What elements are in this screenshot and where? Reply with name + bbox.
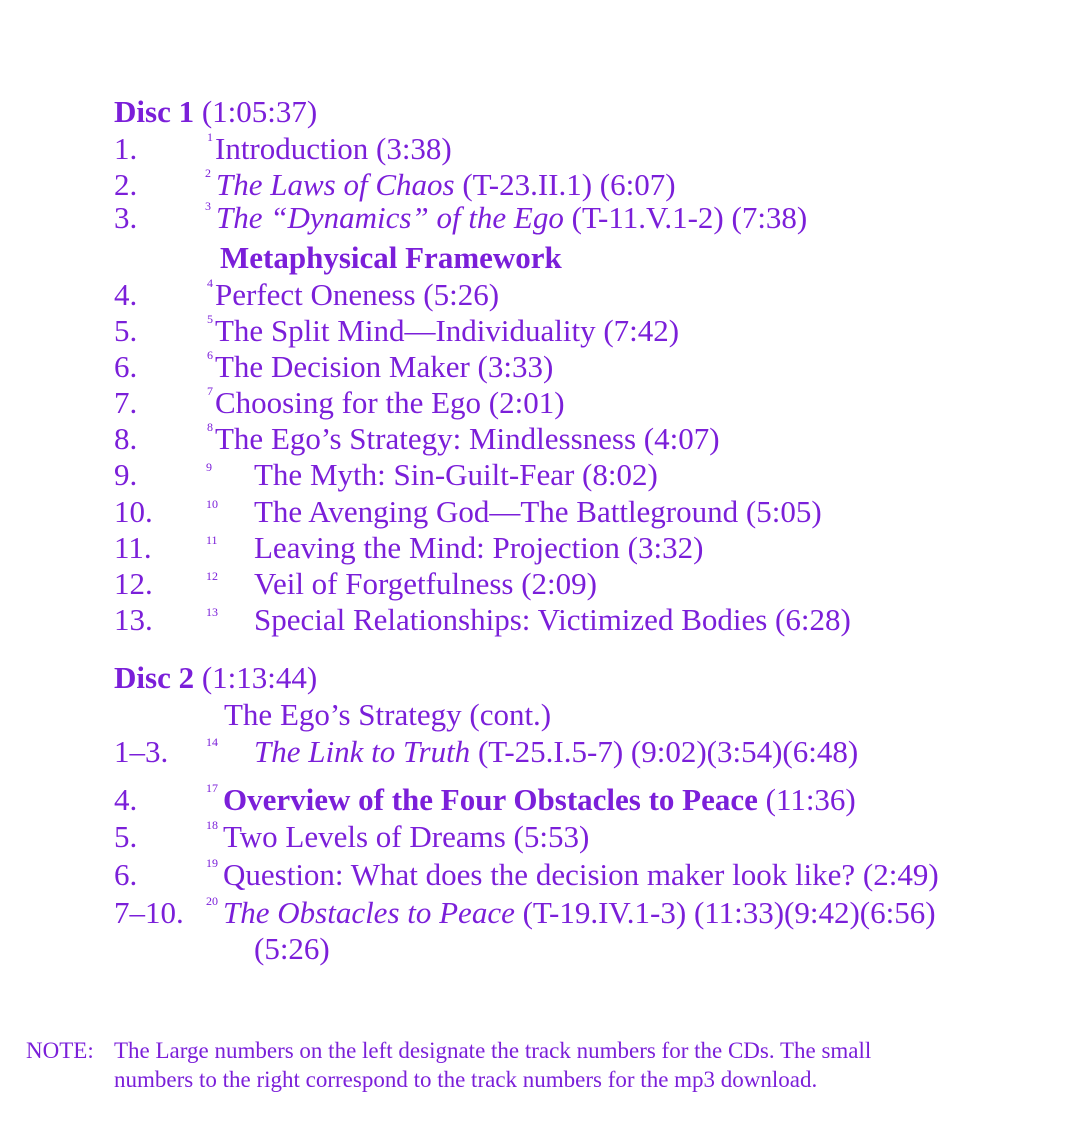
track-row [0, 734, 1080, 770]
mp3-number: 3 [205, 199, 211, 213]
track-row [0, 167, 1080, 203]
note-label: NOTE: [26, 1038, 94, 1063]
track-number: 5. [114, 313, 138, 348]
track-row [0, 277, 1080, 313]
track-number: 7–10. [114, 895, 184, 930]
track-number: 10. [114, 494, 153, 529]
track-row [0, 530, 1080, 566]
note-line-2: numbers to the right correspond to the track numbers for the mp3 download. [114, 1067, 818, 1092]
track-title: The Myth: Sin-Guilt-Fear (8:02) [254, 457, 658, 492]
track-number: 11. [114, 530, 152, 565]
mp3-number: 5 [207, 312, 213, 326]
track-number: 4. [114, 277, 138, 312]
mp3-number: 12 [206, 569, 218, 583]
mp3-number: 18 [206, 818, 218, 832]
track-number: 6. [114, 349, 138, 384]
disc1-duration: (1:05:37) [201, 94, 318, 129]
track-title: Leaving the Mind: Projection (3:32) [254, 530, 704, 565]
track-row [0, 602, 1080, 638]
track-number: 6. [114, 857, 138, 892]
track-number: 9. [114, 457, 138, 492]
track-number: 8. [114, 421, 138, 456]
mp3-number: 10 [206, 497, 218, 511]
disc1-label: Disc 1 [114, 94, 195, 129]
mp3-number: 19 [206, 856, 218, 870]
track-title-continuation: (5:26) [254, 931, 330, 966]
track-row [0, 457, 1080, 493]
track-title: Choosing for the Ego (2:01) [215, 385, 565, 420]
track-title: Special Relationships: Victimized Bodies (6:28) [254, 602, 851, 637]
track-number: 12. [114, 566, 153, 601]
mp3-number: 7 [207, 384, 213, 398]
track-row [0, 819, 1080, 855]
track-row [0, 782, 1080, 818]
track-number: 7. [114, 385, 138, 420]
track-number: 3. [114, 200, 138, 235]
track-number: 1–3. [114, 734, 169, 769]
track-number: 5. [114, 819, 138, 854]
track-number: 2. [114, 167, 138, 202]
track-row [0, 494, 1080, 530]
track-title: The Laws of Chaos (T-23.II.1) (6:07) [216, 167, 676, 202]
track-number: 4. [114, 782, 138, 817]
mp3-number: 14 [206, 735, 218, 749]
track-title: The Ego’s Strategy: Mindlessness (4:07) [215, 421, 720, 456]
track-title: Overview of the Four Obstacles to Peace (11:36) [223, 782, 856, 817]
track-number: 13. [114, 602, 153, 637]
track-title: The Avenging God—The Battleground (5:05) [254, 494, 822, 529]
disc2-header [114, 660, 317, 696]
track-row [0, 385, 1080, 421]
track-title: Perfect Oneness (5:26) [215, 277, 500, 312]
track-row [0, 349, 1080, 385]
track-row [0, 857, 1080, 893]
mp3-number: 1 [207, 130, 213, 144]
mp3-number: 2 [205, 166, 211, 180]
track-title: The Split Mind—Individuality (7:42) [215, 313, 680, 348]
track-number: 1. [114, 131, 138, 166]
section-heading: The Ego’s Strategy (cont.) [224, 697, 552, 732]
disc1-header [114, 94, 317, 130]
track-row [0, 200, 1080, 236]
mp3-number: 17 [206, 781, 218, 795]
track-row-continuation [0, 931, 1080, 967]
track-row [0, 131, 1080, 167]
track-title: The Link to Truth (T-25.I.5-7) (9:02)(3:54)(6:48) [254, 734, 859, 769]
mp3-number: 13 [206, 605, 218, 619]
track-row [0, 895, 1080, 931]
note-line-1: The Large numbers on the left designate the track numbers for the CDs. The small [114, 1038, 872, 1063]
disc2-duration: (1:13:44) [201, 660, 318, 695]
mp3-number: 20 [206, 894, 218, 908]
track-title: Two Levels of Dreams (5:53) [223, 819, 590, 854]
mp3-number: 8 [207, 420, 213, 434]
mp3-number: 9 [206, 460, 212, 474]
track-row [0, 313, 1080, 349]
mp3-number: 11 [206, 533, 218, 547]
disc2-label: Disc 2 [114, 660, 195, 695]
track-title: The Decision Maker (3:33) [215, 349, 554, 384]
mp3-number: 4 [207, 276, 213, 290]
mp3-number: 6 [207, 348, 213, 362]
track-title: Introduction (3:38) [215, 131, 452, 166]
track-title: The “Dynamics” of the Ego (T-11.V.1-2) (7:38) [216, 200, 808, 235]
track-title: Question: What does the decision maker look like? (2:49) [223, 857, 939, 892]
track-title: Veil of Forgetfulness (2:09) [254, 566, 597, 601]
track-row [0, 566, 1080, 602]
section-heading: Metaphysical Framework [220, 240, 562, 275]
track-title: The Obstacles to Peace (T-19.IV.1-3) (11:33)(9:42)(6:56) [223, 895, 936, 930]
track-row [0, 421, 1080, 457]
